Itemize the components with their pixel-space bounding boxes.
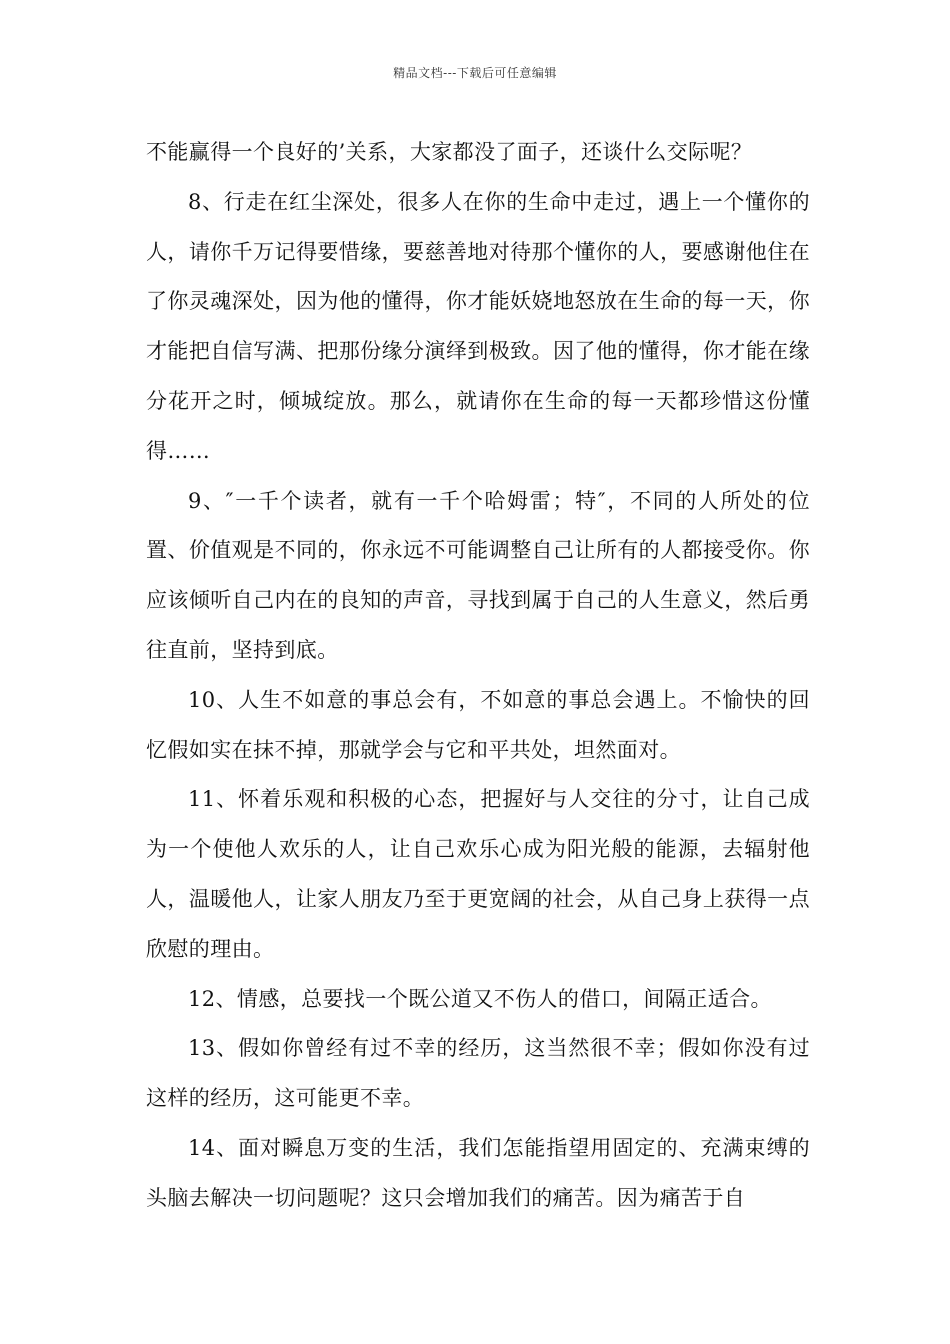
paragraph-9: 9、″一千个读者，就有一千个哈姆雷；特″，不同的人所处的位置、价值观是不同的，你永远不可能调整自己让所有的人都接受你。你应该倾听自己内在的良知的声音，寻找到属于自己的人生意义，然后勇往直前，坚持到底。 — [146, 488, 810, 662]
paragraph-14: 14、面对瞬息万变的生活，我们怎能指望用固定的、充满束缚的头脑去解决一切问题呢？这只会增加我们的痛苦。因为痛苦于自 — [146, 1135, 810, 1210]
document-body — [146, 128, 810, 1224]
paragraph-10: 10、人生不如意的事总会有，不如意的事总会遇上。不愉快的回忆假如实在抹不掉，那就学会与它和平共处，坦然面对。 — [146, 687, 810, 762]
page-header: 精品文档---下载后可任意编辑 — [393, 66, 557, 80]
paragraph-13: 13、假如你曾经有过不幸的经历，这当然很不幸；假如你没有过这样的经历，这可能更不幸。 — [146, 1036, 810, 1111]
paragraph-8: 8、行走在红尘深处，很多人在你的生命中走过，遇上一个懂你的人，请你千万记得要惜缘，要慈善地对待那个懂你的人，要感谢他住在了你灵魂深处，因为他的懂得，你才能妖娆地怒放在生命的每一天，你才能把自信写满、把那份缘分演绎到极致。因了他的懂得，你才能在缘分花开之时，倾城绽放。那么，就请你在生命的每一天都珍惜这份懂得…… — [146, 189, 810, 463]
paragraph-continuation: 不能赢得一个良好的’关系，大家都没了面子，还谈什么交际呢？ — [146, 140, 753, 164]
paragraph-11: 11、怀着乐观和积极的心态，把握好与人交往的分寸，让自己成为一个使他人欢乐的人，让自己欢乐心成为阳光般的能源，去辐射他人，温暖他人，让家人朋友乃至于更宽阔的社会，从自己身上获得一点欣慰的理由。 — [146, 787, 810, 961]
paragraph-12: 12、情感，总要找一个既公道又不伤人的借口，间隔正适合。 — [188, 986, 772, 1011]
